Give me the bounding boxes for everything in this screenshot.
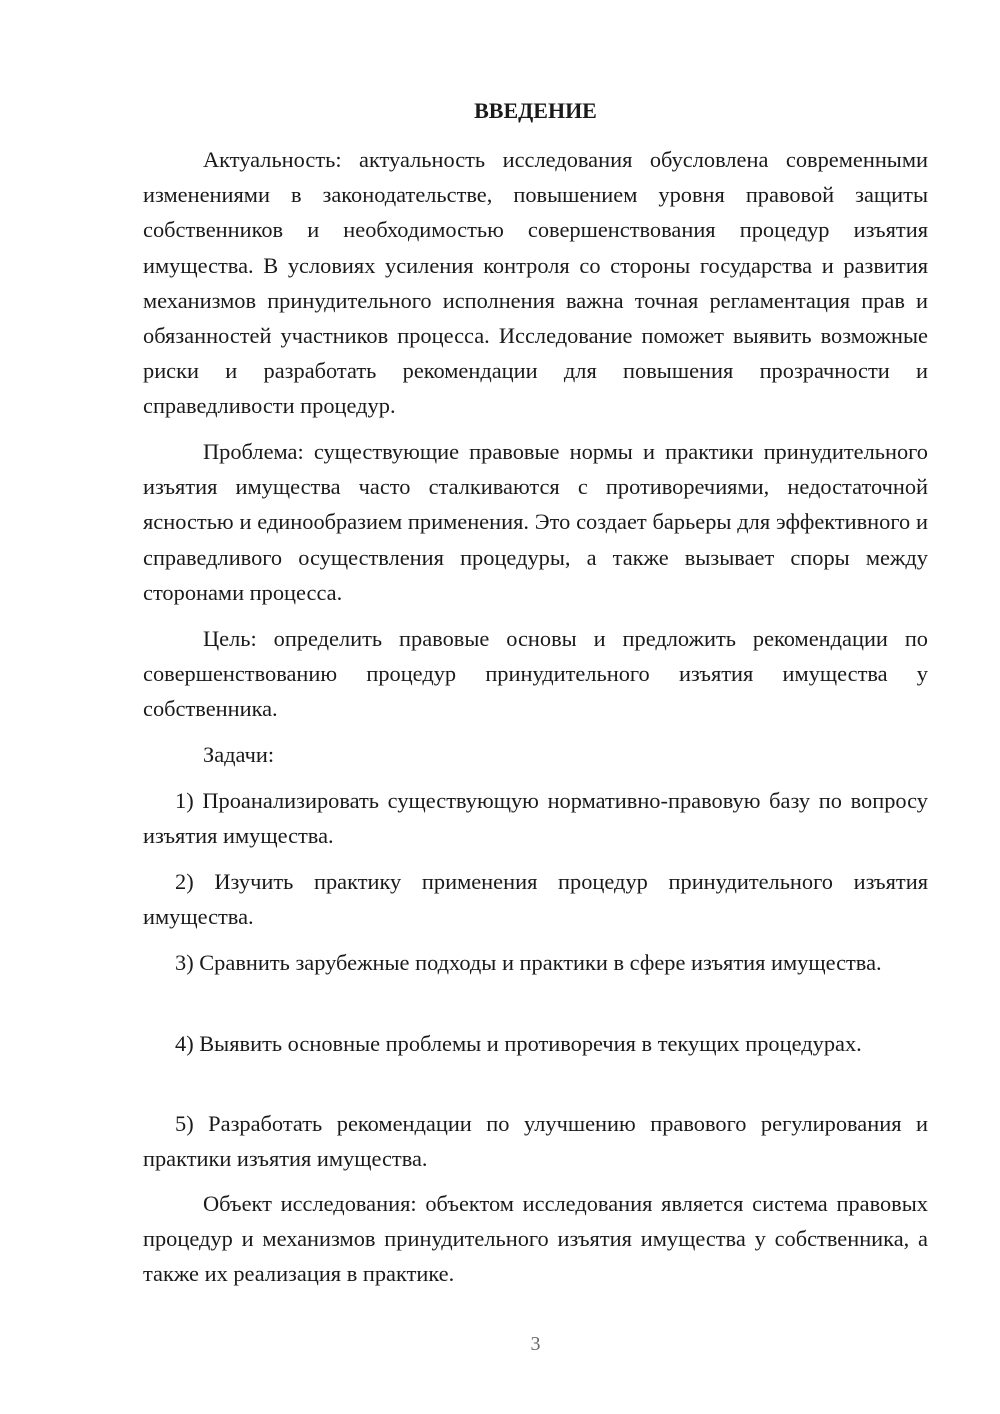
task-item-2: 2) Изучить практику применения процедур принудительного изъятия имущества. [143,869,928,930]
paragraph-object: Объект исследования: объектом исследования является система правовых процедур и механизмов принудительного изъятия имущества у собственника, а также их реализация в практике. [143,1191,928,1287]
task-item-5: 5) Разработать рекомендации по улучшению правового регулирования и практики изъятия имущества. [143,1111,928,1172]
paragraph-problem: Проблема: существующие правовые нормы и практики принудительного изъятия имущества часто сталкиваются с противоречиями, недостаточной ясностью и единообразием применения. Это создает барьеры для эффективного и справедливого осуществления процедуры, а также вызывает споры между сторонами процесса. [143,439,928,605]
paragraph-goal: Цель: определить правовые основы и предложить рекомендации по совершенствованию процедур принудительного изъятия имущества у собственника. [143,626,928,722]
task-item-1: 1) Проанализировать существующую нормативно-правовую базу по вопросу изъятия имущества. [143,788,928,849]
task-item-3: 3) Сравнить зарубежные подходы и практики в сфере изъятия имущества. [175,950,882,975]
paragraph-relevance: Актуальность: актуальность исследования обусловлена современными изменениями в законодательстве, повышением уровня правовой защиты собственников и необходимостью совершенствования процедур изъятия имущества. В условиях усиления контроля со стороны государства и развития механизмов принудительного исполнения важна точная регламентация прав и обязанностей участников процесса. Исследование поможет выявить возможные риски и разработать рекомендации для повышения прозрачности и справедливости процедур. [143,147,928,419]
tasks-heading: Задачи: [203,742,275,767]
document-page [143,0,928,1414]
page-title: ВВЕДЕНИЕ [474,98,597,123]
task-item-4: 4) Выявить основные проблемы и противоречия в текущих процедурах. [175,1031,862,1056]
page-number: 3 [530,1333,541,1355]
